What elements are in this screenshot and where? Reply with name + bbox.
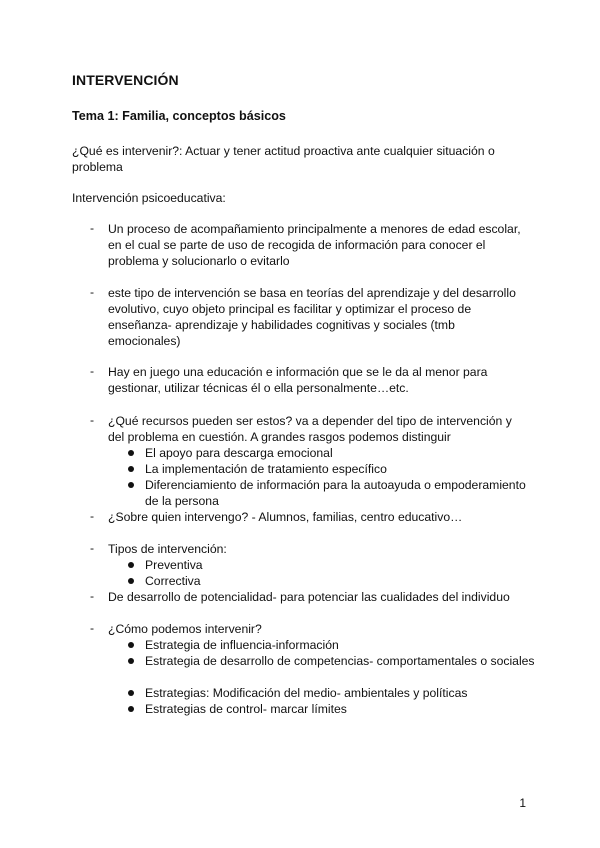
list-dash: - (90, 621, 95, 635)
list-dash: - (90, 413, 95, 427)
sub-list-item: Correctiva (145, 574, 201, 588)
sub-list-item: Estrategias: Modificación del medio- ambientales y políticas (145, 686, 468, 700)
list-item: De desarrollo de potencialidad- para potenciar las cualidades del individuo (108, 590, 510, 604)
list-item: Un proceso de acompañamiento principalmente a menores de edad escolar, en el cual se parte de uso de recogida de información para conocer el problema y solucionarlo o evitarlo (108, 222, 521, 268)
section-label: Intervención psicoeducativa: (72, 191, 226, 205)
topic-heading: Tema 1: Familia, conceptos básicos (72, 109, 286, 123)
bullet-icon (128, 482, 134, 488)
list-item: Tipos de intervención: (108, 542, 227, 556)
bullet-icon (128, 578, 134, 584)
list-dash: - (90, 509, 95, 523)
list-dash: - (90, 364, 95, 378)
sub-list-item: El apoyo para descarga emocional (145, 446, 333, 460)
sub-list-item: La implementación de tratamiento específico (145, 462, 387, 476)
page-title: INTERVENCIÓN (72, 72, 179, 88)
list-dash: - (90, 221, 95, 235)
list-item: ¿Sobre quien intervengo? - Alumnos, familias, centro educativo… (108, 510, 463, 524)
bullet-icon (128, 562, 134, 568)
list-dash: - (90, 541, 95, 555)
bullet-icon (128, 658, 134, 664)
sub-list-item: Estrategia de influencia-información (145, 638, 339, 652)
bullet-icon (128, 450, 134, 456)
list-dash: - (90, 589, 95, 603)
list-dash: - (90, 285, 95, 299)
page-number: 1 (519, 796, 526, 810)
intro-question: ¿Qué es intervenir?: Actuar y tener actitud proactiva ante cualquier situación o problema (72, 144, 495, 174)
sub-list-item: Preventiva (145, 558, 203, 572)
list-item: ¿Qué recursos pueden ser estos? va a depender del tipo de intervención y del problema en cuestión. A grandes rasgos podemos distinguir (108, 414, 512, 444)
sub-list-item: Estrategias de control- marcar límites (145, 702, 347, 716)
sub-list-item: Diferenciamiento de información para la autoayuda o empoderamiento de la persona (145, 478, 526, 508)
bullet-icon (128, 706, 134, 712)
bullet-icon (128, 690, 134, 696)
list-item: Hay en juego una educación e información que se le da al menor para gestionar, utilizar técnicas él o ella personalmente…etc. (108, 365, 488, 395)
list-item: este tipo de intervención se basa en teorías del aprendizaje y del desarrollo evolutivo, cuyo objeto principal es facilitar y optimizar el proceso de enseñanza- aprendizaje y habilidades cognitivas y sociales (tmb emocionales) (108, 286, 516, 348)
list-item: ¿Cómo podemos intervenir? (108, 622, 262, 636)
sub-list-item: Estrategia de desarrollo de competencias- comportamentales o sociales (145, 654, 535, 668)
bullet-icon (128, 642, 134, 648)
bullet-icon (128, 466, 134, 472)
